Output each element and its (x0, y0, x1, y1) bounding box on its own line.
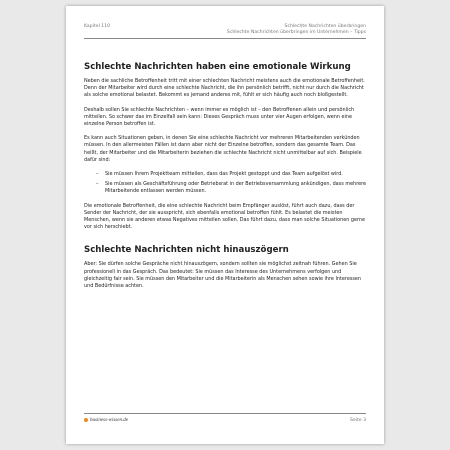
list-item-text: Sie müssen als Geschäftsführung oder Betriebsrat in der Betriebsversammlung ankündigen, dass mehrere Mitarbeitende entlassen werden müssen. (105, 181, 367, 195)
paragraph: Die emotionale Betroffenheit, die eine schlechte Nachricht beim Empfänger auslöst, führt auch dazu, dass der Sender der Nachricht, der sie ausspricht, sich ebenfalls emotional betroffen fühlt. Es belastet die meisten Menschen, wenn sie anderen etwas Negatives mitteilen sollen. Das führt dazu, dass man solche Situationen gerne vor sich herschiebt. (84, 202, 366, 231)
section-heading-emotional: Schlechte Nachrichten haben eine emotionale Wirkung (84, 62, 351, 72)
page-footer (84, 413, 366, 426)
running-header-line1: Schlechte Nachrichten überbringen (284, 24, 366, 29)
paragraph: Deshalb sollen Sie schlechte Nachrichten – wenn immer es möglich ist – den Betroffenen allein und persönlich mitteilen. So schwer das im Einzelfall sein kann: Dieses Gespräch muss unter vier Augen erfolgen, wenn eine einzelne Person betroffen ist. (84, 106, 355, 128)
header-divider (84, 38, 366, 39)
page-content (84, 62, 366, 297)
dash-bullet: – (96, 181, 99, 188)
paragraph: Neben die sachliche Betroffenheit tritt mit einer schlechten Nachricht meistens auch die emotionale Betroffenheit. Denn der Mitarbeiter wird durch eine schlechte Nachricht, die ihn persönlich betrifft, nicht nur durch die Nachricht als solche emotional belastet. Bekommt es jemand anderes mit, fühlt er sich häufig auch noch bloßgestellt. (84, 78, 365, 99)
dash-bullet: – (96, 171, 99, 178)
list-item (96, 171, 366, 178)
paragraph: Aber: Sie dürfen solche Gespräche nicht hinauszögern, sondern sollten sie möglichst zeitnah führen. Gehen Sie professionell in das Gespräch. Das bedeutet: Sie müssen das Interesse des Unternehmens verfolgen und gleichzeitig fair sein. Sie müssen den Mitarbeiter und die Mitarbeiterin als Menschen sehen sowie ihre Interessen und Bedürfnisse achten. (84, 261, 362, 290)
chapter-label: Kapitel 110 (84, 24, 111, 29)
section-heading-no-delay: Schlechte Nachrichten nicht hinauszögern (84, 245, 289, 256)
paragraph: Es kann auch Situationen geben, in denen Sie eine schlechte Nachricht vor mehreren Mitarbeitenden verkünden müssen. In den allermeisten Fällen ist dann aber nicht der Einzelne betroffen, sondern das gesamte Team. Das heißt, der Mitarbeiter und die Mitarbeiterin beziehen die schlechte Nachricht nicht unmittelbar auf sich. Beispiele dafür sind: (84, 135, 362, 163)
running-header-line2: Schlechte Nachrichten überbringen im Unternehmen – Tipps (226, 30, 366, 35)
page-number: Seite 3 (349, 418, 366, 423)
logo-dot-icon (84, 418, 88, 422)
brand-logo (84, 418, 128, 423)
logo-text: business-wissen.de (90, 418, 128, 424)
example-list (84, 171, 366, 196)
list-item-text: Sie müssen Ihrem Projektteam mitteilen, dass das Projekt gestoppt und das Team aufgelöst wird. (105, 171, 343, 178)
document-page (66, 6, 384, 444)
running-header (227, 24, 366, 36)
list-item (96, 181, 366, 195)
